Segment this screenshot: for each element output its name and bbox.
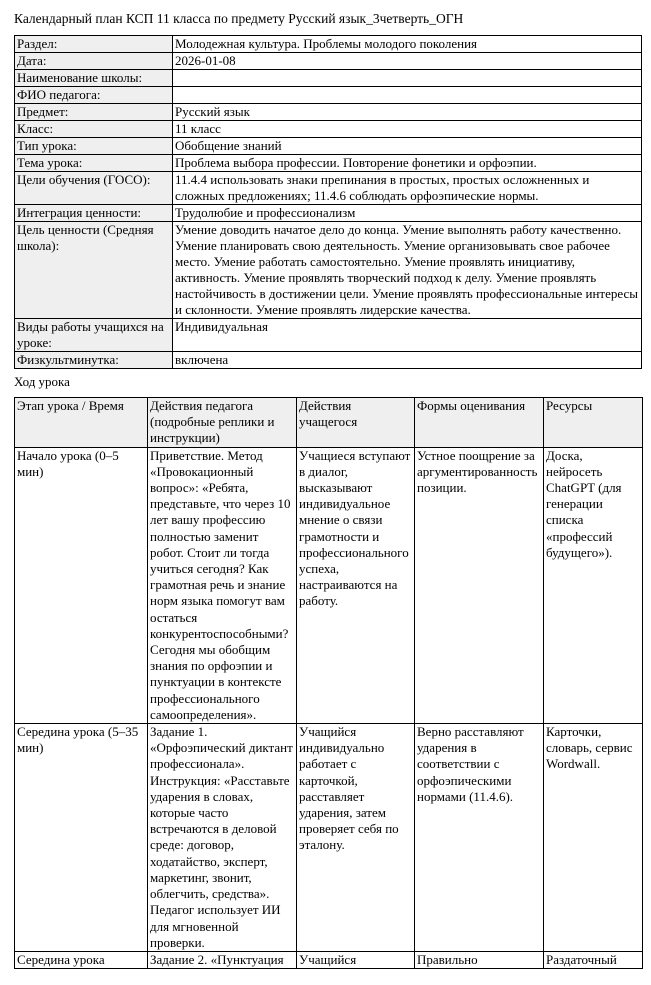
info-label: Интеграция ценности: xyxy=(15,205,173,222)
info-value: 11 класс xyxy=(173,121,642,138)
info-value: Проблема выбора профессии. Повторение фонетики и орфоэпии. xyxy=(173,155,642,172)
info-value: Умение доводить начатое дело до конца. Умение выполнять работу качественно. Умение планировать свою деятельность. Умение организовывать свое рабочее место. Умение работать самостоятельно. Умение проявлять инициативу, активность. Умение проявлять творческий подход к делу. Умение проявлять настойчивость в достижении цели. Умение проявлять профессиональные интересы и склонности. Умение проявлять лидерские качества. xyxy=(173,222,642,319)
stage-cell: Середина урока xyxy=(15,951,148,968)
info-row xyxy=(15,70,642,87)
table-row xyxy=(15,951,643,968)
info-value: Индивидуальная xyxy=(173,319,642,352)
info-row xyxy=(15,352,642,369)
info-row xyxy=(15,104,642,121)
assessment-cell: Правильно xyxy=(415,951,544,968)
stage-cell: Середина урока (5–35 мин) xyxy=(15,724,148,952)
assessment-cell: Устное поощрение за аргументированность позиции. xyxy=(415,447,544,723)
teacher-actions-cell: Задание 2. «Пунктуация xyxy=(148,951,297,968)
info-row xyxy=(15,121,642,138)
column-header: Ресурсы xyxy=(544,398,643,448)
info-value xyxy=(173,87,642,104)
info-label: ФИО педагога: xyxy=(15,87,173,104)
teacher-actions-cell: Задание 1. «Орфоэпический диктант профессионала». Инструкция: «Расставьте ударения в словах, которые часто встречаются в деловой среде: договор, ходатайство, эксперт, маркетинг, звонит, облегчить, средства». Педагог использует ИИ для мгновенной проверки. xyxy=(148,724,297,952)
resources-cell: Доска, нейросеть ChatGPT (для генерации списка «профессий будущего»). xyxy=(544,447,643,723)
column-header: Действия педагога (подробные реплики и инструкции) xyxy=(148,398,297,448)
table-row xyxy=(15,447,643,723)
info-value xyxy=(173,70,642,87)
column-header: Этап урока / Время xyxy=(15,398,148,448)
lesson-flow-table xyxy=(14,397,643,969)
stage-cell: Начало урока (0–5 мин) xyxy=(15,447,148,723)
student-actions-cell: Учащийся xyxy=(297,951,415,968)
info-row xyxy=(15,205,642,222)
info-label: Цели обучения (ГОСО): xyxy=(15,172,173,205)
info-value: Трудолюбие и профессионализм xyxy=(173,205,642,222)
lesson-flow-label: Ход урока xyxy=(14,374,70,389)
info-label: Наименование школы: xyxy=(15,70,173,87)
info-value: 2026-01-08 xyxy=(173,53,642,70)
column-header: Действия учащегося xyxy=(297,398,415,448)
info-label: Тип урока: xyxy=(15,138,173,155)
lesson-info-table xyxy=(14,35,642,369)
info-label: Цель ценности (Средняя школа): xyxy=(15,222,173,319)
info-row xyxy=(15,53,642,70)
column-header: Формы оценивания xyxy=(415,398,544,448)
teacher-actions-cell: Приветствие. Метод «Провокационный вопрос»: «Ребята, представьте, что через 10 лет вашу профессию полностью заменит робот. Стоит ли тогда учиться сегодня? Как грамотная речь и знание норм языка помогут вам остаться конкурентоспособными? Сегодня мы обобщим знания по орфоэпии и пунктуации в контексте профессионального самоопределения». xyxy=(148,447,297,723)
info-value: Обобщение знаний xyxy=(173,138,642,155)
info-label: Виды работы учащихся на уроке: xyxy=(15,319,173,352)
resources-cell: Карточки, словарь, сервис Wordwall. xyxy=(544,724,643,952)
info-row xyxy=(15,155,642,172)
info-value: включена xyxy=(173,352,642,369)
resources-cell: Раздаточный xyxy=(544,951,643,968)
document-title: Календарный план КСП 11 класса по предмету Русский язык_3четверть_ОГН xyxy=(14,11,464,26)
info-row xyxy=(15,36,642,53)
info-row xyxy=(15,319,642,352)
info-row xyxy=(15,172,642,205)
info-value: 11.4.4 использовать знаки препинания в простых, простых осложненных и сложных предложениях; 11.4.6 соблюдать орфоэпические нормы. xyxy=(173,172,642,205)
info-value: Русский язык xyxy=(173,104,642,121)
table-row xyxy=(15,724,643,952)
info-label: Физкультминутка: xyxy=(15,352,173,369)
info-row xyxy=(15,138,642,155)
table-header-row xyxy=(15,398,643,448)
info-row xyxy=(15,87,642,104)
assessment-cell: Верно расставляют ударения в соответствии с орфоэпическими нормами (11.4.6). xyxy=(415,724,544,952)
info-label: Тема урока: xyxy=(15,155,173,172)
info-label: Дата: xyxy=(15,53,173,70)
info-label: Раздел: xyxy=(15,36,173,53)
info-label: Класс: xyxy=(15,121,173,138)
student-actions-cell: Учащиеся вступают в диалог, высказывают индивидуальное мнение о связи грамотности и профессионального успеха, настраиваются на работу. xyxy=(297,447,415,723)
student-actions-cell: Учащийся индивидуально работает с карточкой, расставляет ударения, затем проверяет себя по эталону. xyxy=(297,724,415,952)
info-row xyxy=(15,222,642,319)
info-value: Молодежная культура. Проблемы молодого поколения xyxy=(173,36,642,53)
info-label: Предмет: xyxy=(15,104,173,121)
